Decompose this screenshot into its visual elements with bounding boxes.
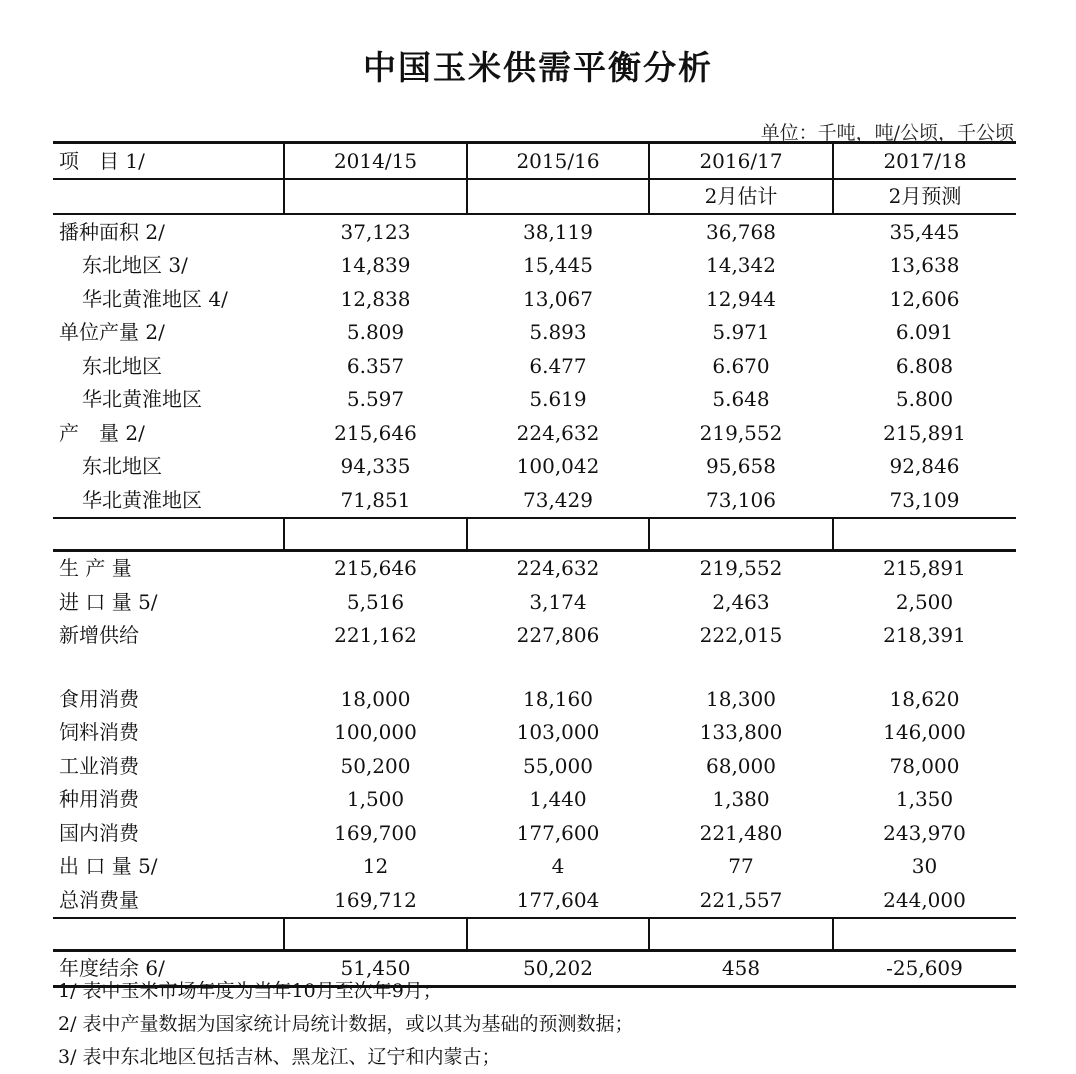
table-cell: 5.809 xyxy=(346,320,405,345)
empty-cell xyxy=(53,652,284,682)
table-cell: 1,440 xyxy=(529,787,587,812)
column-header: 2015/16 xyxy=(467,143,649,179)
row-label: 年度结余 6/ xyxy=(53,950,284,987)
table-cell: 18,160 xyxy=(523,686,593,711)
table-cell: 94,335 xyxy=(340,454,411,479)
table-cell: 36,768 xyxy=(706,219,776,244)
footnote: 1/ 表中玉米市场年度为当年10月至次年9月； xyxy=(58,980,442,1002)
table-cell: 95,658 xyxy=(706,454,776,479)
row-label: 东北地区 xyxy=(82,454,162,479)
table-cell: 5.619 xyxy=(529,387,587,412)
table-row xyxy=(53,749,1016,783)
table-row xyxy=(53,282,1016,316)
empty-cell xyxy=(467,918,649,951)
table-cell: 77 xyxy=(728,854,754,879)
table-cell: 6.808 xyxy=(895,353,954,378)
table-row xyxy=(53,450,1016,484)
table-cell: 243,970 xyxy=(883,820,966,845)
table-row xyxy=(53,316,1016,350)
column-header: 2月预测 xyxy=(833,179,1016,215)
row-label: 播种面积 2/ xyxy=(59,219,165,244)
row-label: 食用消费 xyxy=(59,686,139,711)
unit-note: 单位：千吨，吨/公顷，千公顷 xyxy=(760,122,1014,144)
table-cell: 103,000 xyxy=(516,720,600,745)
table-cell: 12 xyxy=(362,854,389,879)
table-cell: 12,944 xyxy=(706,286,776,311)
column-header: 2014/15 xyxy=(284,143,467,179)
table-row xyxy=(53,883,1016,918)
header-row xyxy=(53,143,1016,179)
table-cell: 215,891 xyxy=(883,420,966,445)
table-cell: 100,042 xyxy=(516,454,600,479)
row-label xyxy=(53,179,284,215)
table-cell: 30 xyxy=(911,854,938,879)
table-cell: 73,429 xyxy=(467,483,649,518)
table-cell: 221,557 xyxy=(649,883,833,918)
table-cell: 12,838 xyxy=(340,286,411,311)
row-label: 工业消费 xyxy=(59,753,139,778)
column-header: 2月估计 xyxy=(649,179,833,215)
table-cell: 68,000 xyxy=(706,753,776,778)
page-title: 中国玉米供需平衡分析 xyxy=(363,48,713,87)
empty-cell xyxy=(649,518,833,551)
table-cell: 6.357 xyxy=(346,353,405,378)
table-cell: 5.893 xyxy=(529,320,587,345)
row-label: 华北黄淮地区 xyxy=(53,483,284,518)
table-cell: 73,109 xyxy=(833,483,1016,518)
table-cell: 222,015 xyxy=(699,623,783,648)
subheader-row xyxy=(53,179,1016,215)
table-cell: 71,851 xyxy=(284,483,467,518)
table-cell: 5,516 xyxy=(346,589,405,614)
column-header: 2017/18 xyxy=(833,143,1016,179)
row-label: 单位产量 2/ xyxy=(59,320,165,345)
footnote: 3/ 表中东北地区包括吉林、黑龙江、辽宁和内蒙古； xyxy=(58,1046,501,1068)
empty-cell xyxy=(284,918,467,951)
table-cell: 3,174 xyxy=(529,589,587,614)
table-row xyxy=(53,349,1016,383)
table-row xyxy=(53,783,1016,817)
table-cell: 218,391 xyxy=(883,623,966,648)
row-label: 生 产 量 xyxy=(59,556,132,581)
table-cell: 227,806 xyxy=(516,623,600,648)
table-row xyxy=(53,619,1016,653)
table-cell: 6.670 xyxy=(712,353,770,378)
table-cell: 100,000 xyxy=(334,720,417,745)
table-cell: 177,600 xyxy=(516,820,600,845)
empty-cell xyxy=(467,652,649,682)
table-cell: 224,632 xyxy=(516,420,600,445)
table-row xyxy=(53,682,1016,716)
footnote: 2/ 表中产量数据为国家统计局统计数据，或以其为基础的预测数据； xyxy=(58,1013,634,1035)
table-cell: 1,380 xyxy=(712,787,770,812)
supply-demand-table xyxy=(53,141,1016,988)
table-cell: 14,342 xyxy=(706,253,776,278)
row-label: 东北地区 3/ xyxy=(82,253,188,278)
table-cell: 169,700 xyxy=(334,820,417,845)
table-cell: -25,609 xyxy=(833,950,1016,987)
table-cell: 215,646 xyxy=(334,420,417,445)
empty-cell xyxy=(649,918,833,951)
table-cell: 244,000 xyxy=(833,883,1016,918)
table-cell: 215,891 xyxy=(883,556,966,581)
row-label: 出 口 量 5/ xyxy=(59,854,158,879)
row-label: 项 目 1/ xyxy=(53,143,284,179)
table-cell: 12,606 xyxy=(889,286,960,311)
empty-cell xyxy=(833,918,1016,951)
row-label: 华北黄淮地区 xyxy=(82,387,202,412)
table-cell: 37,123 xyxy=(340,219,411,244)
table-cell: 5.971 xyxy=(712,320,770,345)
table-cell: 50,200 xyxy=(340,753,411,778)
table-cell: 38,119 xyxy=(523,219,593,244)
table-cell: 146,000 xyxy=(883,720,966,745)
table-cell: 177,604 xyxy=(467,883,649,918)
row-label: 新增供给 xyxy=(59,623,139,648)
row-label: 产 量 2/ xyxy=(59,420,145,445)
table-row xyxy=(53,383,1016,417)
table-cell: 13,638 xyxy=(889,253,960,278)
table-cell: 18,300 xyxy=(706,686,776,711)
table-cell: 78,000 xyxy=(889,753,960,778)
row-label: 种用消费 xyxy=(59,787,139,812)
table-cell: 221,162 xyxy=(334,623,417,648)
footnotes xyxy=(58,975,1038,1074)
table-cell: 458 xyxy=(649,950,833,987)
row-label: 进 口 量 5/ xyxy=(59,589,158,614)
spacer-row xyxy=(53,518,1016,551)
row-label: 华北黄淮地区 4/ xyxy=(82,286,228,311)
table-cell: 219,552 xyxy=(699,420,783,445)
table-row xyxy=(53,816,1016,850)
table-cell: 50,202 xyxy=(467,950,649,987)
table-cell: 5.800 xyxy=(895,387,954,412)
table-cell: 1,350 xyxy=(895,787,954,812)
table-cell: 14,839 xyxy=(340,253,411,278)
empty-cell xyxy=(833,518,1016,551)
table-cell: 15,445 xyxy=(523,253,593,278)
table-cell: 133,800 xyxy=(699,720,783,745)
row-label: 总消费量 xyxy=(53,883,284,918)
spacer-row xyxy=(53,918,1016,951)
table-cell: 2,500 xyxy=(895,589,954,614)
table-cell: 18,000 xyxy=(340,686,411,711)
table-cell: 215,646 xyxy=(334,556,417,581)
table-cell: 55,000 xyxy=(523,753,593,778)
table-cell: 6.091 xyxy=(895,320,954,345)
empty-cell xyxy=(649,652,833,682)
table-row xyxy=(53,249,1016,283)
table-cell: 221,480 xyxy=(699,820,783,845)
spacer-row xyxy=(53,652,1016,682)
table-cell: 5.597 xyxy=(346,387,405,412)
table-row xyxy=(53,716,1016,750)
table-row xyxy=(53,850,1016,884)
table-row xyxy=(53,483,1016,518)
table-cell: 169,712 xyxy=(284,883,467,918)
table-cell: 1,500 xyxy=(346,787,405,812)
table-cell: 92,846 xyxy=(889,454,960,479)
table-cell: 4 xyxy=(551,854,565,879)
column-header: 2016/17 xyxy=(649,143,833,179)
table-cell: 13,067 xyxy=(523,286,593,311)
row-label: 东北地区 xyxy=(82,353,162,378)
table-row xyxy=(53,585,1016,619)
empty-cell xyxy=(53,918,284,951)
table-cell: 5.648 xyxy=(712,387,770,412)
table-cell: 219,552 xyxy=(699,556,783,581)
empty-cell xyxy=(53,518,284,551)
table-row xyxy=(53,550,1016,585)
column-header xyxy=(284,179,467,215)
column-header xyxy=(467,179,649,215)
empty-cell xyxy=(284,652,467,682)
table-cell: 224,632 xyxy=(516,556,600,581)
table-cell: 73,106 xyxy=(649,483,833,518)
row-label: 国内消费 xyxy=(59,820,139,845)
table-row xyxy=(53,416,1016,450)
table-cell: 51,450 xyxy=(284,950,467,987)
empty-cell xyxy=(833,652,1016,682)
row-label: 饲料消费 xyxy=(59,720,139,745)
table-cell: 18,620 xyxy=(889,686,960,711)
table-cell: 2,463 xyxy=(712,589,770,614)
empty-cell xyxy=(467,518,649,551)
empty-cell xyxy=(284,518,467,551)
table-row xyxy=(53,214,1016,249)
table-cell: 6.477 xyxy=(529,353,587,378)
table-cell: 35,445 xyxy=(889,219,960,244)
